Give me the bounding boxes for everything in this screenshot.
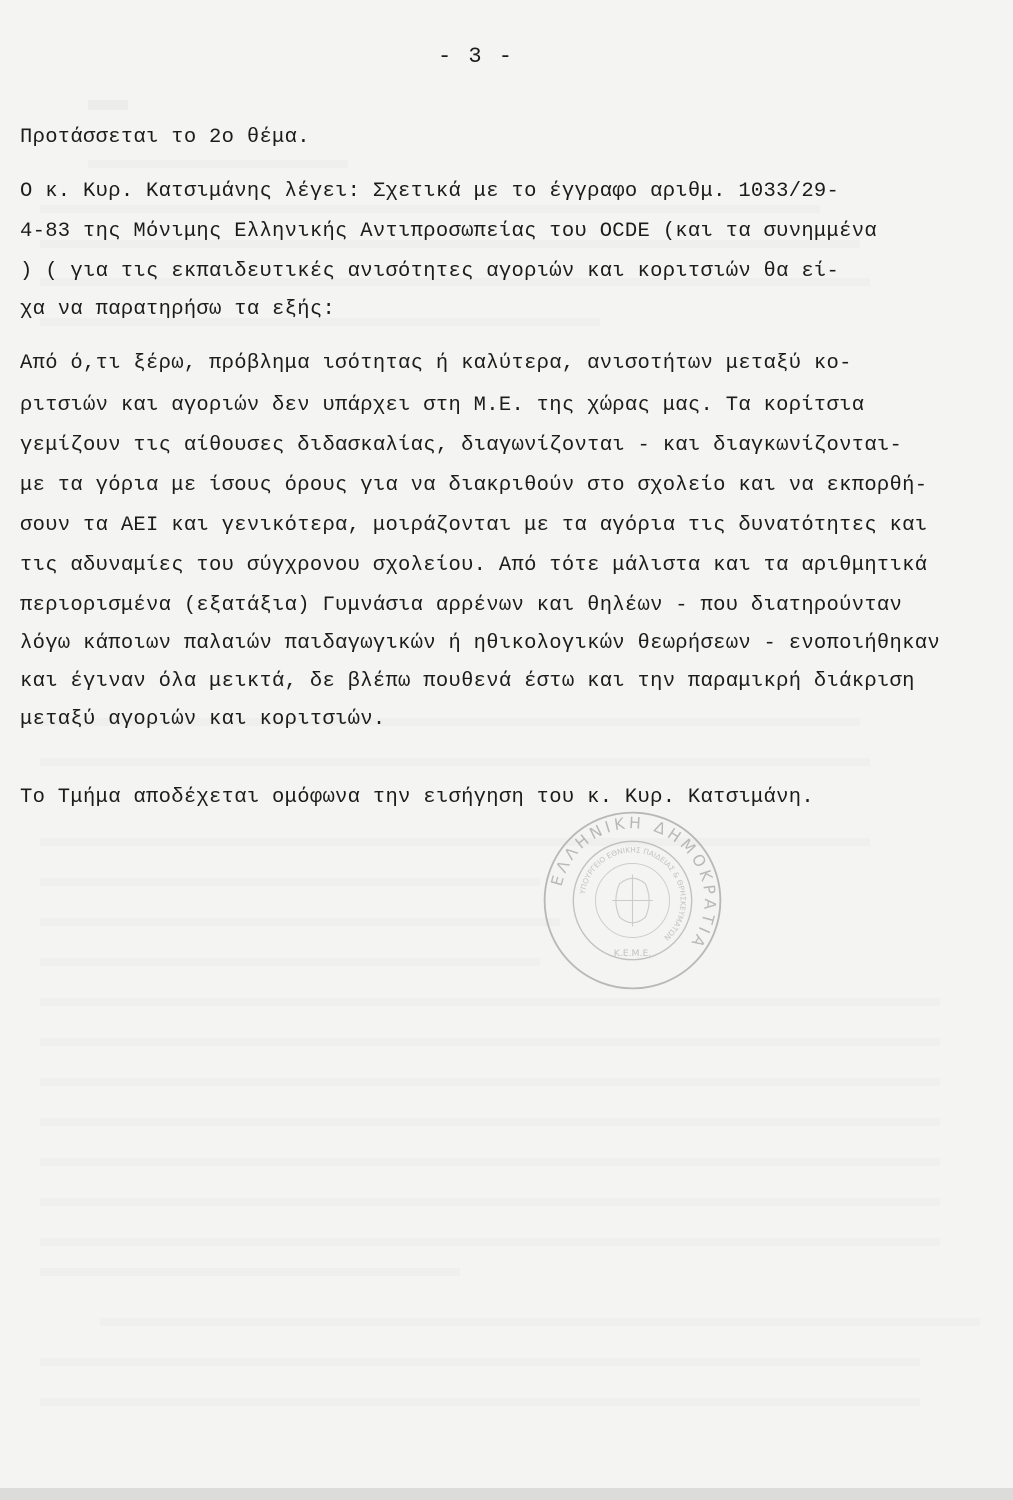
paragraph-line: 4-83 της Μόνιμης Ελληνικής Αντιπροσωπείας του OCDE (και τα συνημμένα (20, 220, 877, 243)
paragraph-line: τις αδυναμίες του σύγχρονου σχολείου. Από τότε μάλιστα και τα αριθμητικά (20, 554, 928, 577)
paragraph-line: με τα γόρια με ίσους όρους για να διακριθούν στο σχολείο και να εκπορθή- (20, 474, 928, 497)
stamp-outer-text: ΕΛΛΗΝΙΚΗ ΔΗΜΟΚΡΑΤΙΑ (546, 813, 720, 954)
paragraph-line: Από ό,τι ξέρω, πρόβλημα ισότητας ή καλύτερα, ανισοτήτων μεταξύ κο- (20, 352, 852, 375)
page-number: - 3 - (438, 44, 515, 69)
paragraph-line: ) ( για τις εκπαιδευτικές ανισότητες αγοριών και κοριτσιών θα εί- (20, 260, 840, 283)
page-bottom-edge (0, 1488, 1013, 1500)
paragraph-line: περιορισμένα (εξατάξια) Γυμνάσια αρρένων και θηλέων - που διατηρούνταν (20, 594, 903, 617)
svg-text:ΕΛΛΗΝΙΚΗ ΔΗΜΟΚΡΑΤΙΑ (547, 813, 720, 954)
paragraph-line: γεμίζουν τις αίθουσες διδασκαλίας, διαγωνίζονται - και διαγκωνίζονται- (20, 434, 903, 457)
heading: Προτάσσεται το 2ο θέμα. (20, 126, 310, 149)
paragraph-line: Ο κ. Κυρ. Κατσιμάνης λέγει: Σχετικά με το έγγραφο αριθμ. 1033/29- (20, 180, 840, 203)
emblem-icon (612, 875, 653, 927)
paragraph-line: χα να παρατηρήσω τα εξής: (20, 298, 336, 321)
paragraph-line: ριτσιών και αγοριών δεν υπάρχει στη Μ.Ε. της χώρας μας. Τα κορίτσια (20, 394, 865, 417)
official-seal-stamp (540, 808, 725, 993)
paragraph-line: σουν τα ΑΕΙ και γενικότερα, μοιράζονται με τα αγόρια τις δυνατότητες και (20, 514, 928, 537)
stamp-inner-text: ΥΠΟΥΡΓΕΙΟ ΕΘΝΙΚΗΣ ΠΑΙΔΕΙΑΣ & ΘΡΗΣΚΕΥΜΑΤΩΝ (577, 845, 688, 943)
paragraph-line: μεταξύ αγοριών και κοριτσιών. (20, 708, 386, 731)
paragraph-line: λόγω κάποιων παλαιών παιδαγωγικών ή ηθικολογικών θεωρήσεων - ενοποιήθηκαν (20, 632, 940, 655)
paragraph-3: Το Τμήμα αποδέχεται ομόφωνα την εισήγηση του κ. Κυρ. Κατσιμάνη. (20, 786, 814, 809)
paragraph-line: και έγιναν όλα μεικτά, δε βλέπω πουθενά έστω και την παραμικρή διάκριση (20, 670, 915, 693)
stamp-bottom-text: Κ.Ε.Μ.Ε. (613, 948, 652, 959)
